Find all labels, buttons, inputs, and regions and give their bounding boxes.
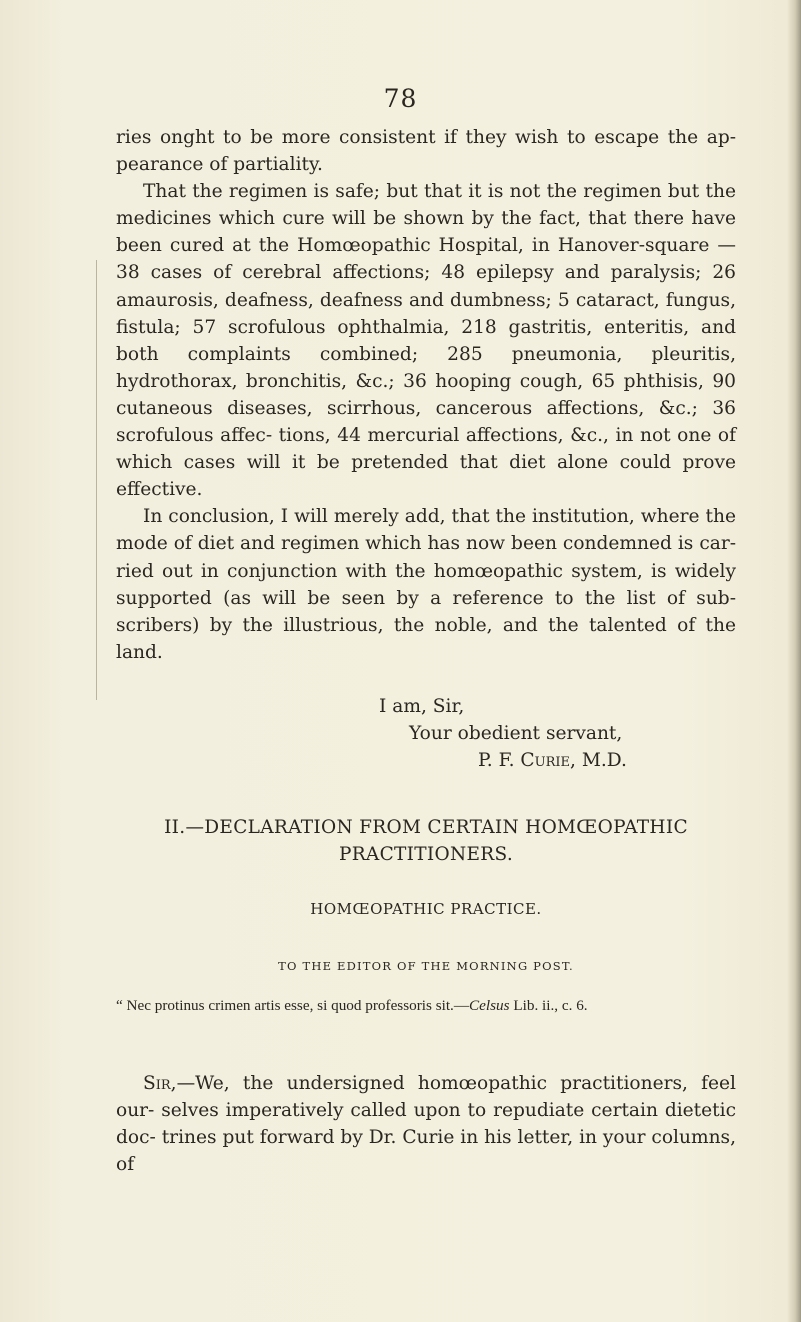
epigraph-author: Celsus bbox=[469, 997, 510, 1014]
page-number: 78 bbox=[383, 84, 418, 113]
closing-line: I am, Sir, bbox=[379, 696, 465, 717]
addressee: TO THE EDITOR OF THE MORNING POST. bbox=[278, 959, 574, 973]
letter-body bbox=[116, 124, 736, 666]
section-heading-line-2: PRACTITIONERS. bbox=[338, 844, 514, 865]
declaration-paragraph bbox=[116, 1070, 736, 1178]
valediction-line: Your obedient servant, bbox=[409, 723, 623, 744]
salutation: Sir, bbox=[143, 1073, 177, 1094]
epigraph bbox=[116, 993, 736, 1019]
paragraph-conclusion: In conclusion, I will merely add, that the institution, where the mode of diet and regimen which has now been condemned is car- ried out in conjunction with the homœopathic system, is widely supported (as will be seen by a reference to the list of sub- scribers) by the illustrious, the noble, and the talented of the land. bbox=[116, 506, 736, 663]
paragraph-cases: That the regimen is safe; but that it is not the regimen but the medicines which cure will be shown by the fact, that there have been cured at the Homœopathic Hospital, in Hanover-square —38 cases of cerebral affections; 48 epilepsy and paralysis; 26 amaurosis, deafness, deafness and dumbness; 5 cataract, fungus, fistula; 57 scrofulous ophthalmia, 218 gastritis, enteritis, and both complaints combined; 285 pneumonia, pleuritis, hydrothorax, bronchitis, &c.; 36 hooping cough, 65 phthisis, 90 cutaneous diseases, scirrhous, cancerous affections, &c.; 36 scrofulous affec- tions, 44 mercurial affections, &c., in not one of which cases will it be pretended that diet alone could prove effective. bbox=[116, 181, 736, 501]
margin-pencil-mark bbox=[96, 260, 97, 700]
signature-suffix: , M.D. bbox=[570, 750, 627, 771]
subheading: HOMŒOPATHIC PRACTICE. bbox=[310, 900, 542, 918]
section-heading bbox=[116, 814, 736, 868]
epigraph-quote: “ Nec protinus crimen artis esse, si quod professoris sit.— bbox=[116, 997, 470, 1014]
section-heading-line-1: II.—DECLARATION FROM CERTAIN HOMŒOPATHIC bbox=[164, 817, 688, 838]
page-edge-shadow bbox=[787, 0, 801, 1322]
declaration-text: —We, the undersigned homœopathic practitioners, feel our- selves imperatively called upon to repudiate certain dietetic doc- trines put forward by Dr. Curie in his letter, in your columns, of bbox=[116, 1073, 736, 1176]
signature-initials: P. F. bbox=[478, 750, 515, 771]
paragraph-continuation: ries onght to be more consistent if they wish to escape the ap- pearance of partiality. bbox=[116, 127, 736, 176]
signature-line bbox=[478, 747, 627, 774]
epigraph-reference: Lib. ii., c. 6. bbox=[509, 997, 588, 1014]
declaration-body bbox=[116, 1070, 736, 1178]
signature-name: Curie bbox=[520, 750, 571, 771]
